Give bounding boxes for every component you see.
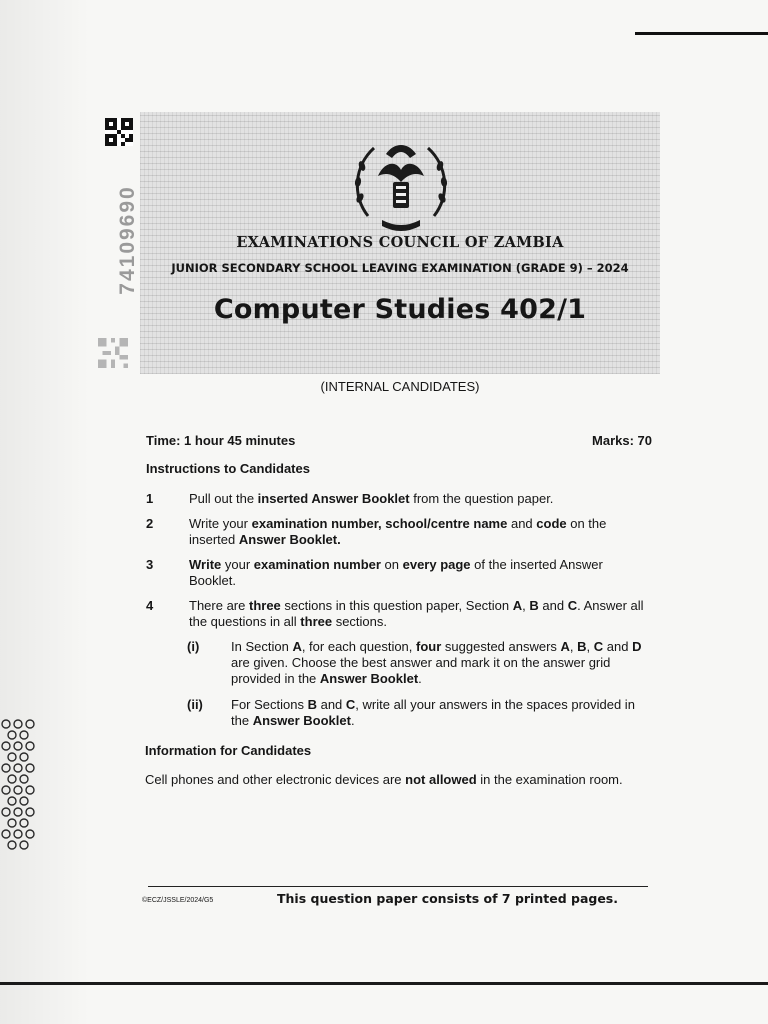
text-run: , <box>586 639 594 654</box>
bold-text-run: B <box>307 697 317 712</box>
bold-text-run: three <box>248 598 281 613</box>
bold-text-run: Answer Booklet. <box>238 532 341 547</box>
text-run: suggested answers <box>441 639 561 654</box>
exam-duration: Time: 1 hour 45 minutes <box>146 433 296 448</box>
text-run: from the question paper. <box>409 491 554 506</box>
council-name: EXAMINATIONS COUNCIL OF ZAMBIA <box>236 234 564 251</box>
candidate-type: (INTERNAL CANDIDATES) <box>320 379 480 394</box>
bold-text-run: C <box>567 598 578 613</box>
bold-text-run: inserted Answer Booklet <box>257 491 410 506</box>
bold-text-run: Answer Booklet <box>252 713 351 728</box>
instruction-number: 1 <box>146 491 154 506</box>
text-run: In Section <box>231 639 293 654</box>
text-run: your <box>221 557 254 572</box>
qr-code-icon <box>105 118 133 146</box>
bold-text-run: every page <box>402 557 471 572</box>
bold-text-run: A <box>560 639 570 654</box>
bold-text-run: D <box>632 639 642 654</box>
instruction-text <box>189 516 649 548</box>
instruction-text <box>189 598 649 630</box>
bold-text-run: B <box>529 598 539 613</box>
information-text <box>145 772 665 788</box>
text-run: , <box>522 598 530 613</box>
bold-text-run: C <box>345 697 356 712</box>
bold-text-run: three <box>300 614 333 629</box>
instruction-number: 3 <box>146 557 154 572</box>
sub-instruction-text <box>231 697 651 729</box>
barcode-icon <box>98 338 128 368</box>
subject-title: Computer Studies 402/1 <box>213 294 587 325</box>
bold-text-run: Answer Booklet <box>319 671 419 686</box>
bold-text-run: A <box>292 639 302 654</box>
text-run: . Answer all the questions in all <box>189 598 644 629</box>
text-run: For Sections <box>231 697 308 712</box>
text-run: and <box>316 697 346 712</box>
text-run: , write all your answers in the spaces provided in the <box>231 697 635 728</box>
bold-text-run: examination number <box>253 557 381 572</box>
serial-number: 74109690 <box>116 185 139 295</box>
text-run: , for each question, <box>301 639 417 654</box>
scan-edge-bottom <box>0 982 768 985</box>
sub-instruction-number: (i) <box>187 639 200 654</box>
instruction-number: 2 <box>146 516 154 531</box>
text-run: , <box>569 639 578 654</box>
footer-rule <box>148 886 648 887</box>
text-run: Pull out the <box>189 491 258 506</box>
bold-text-run: B <box>577 639 587 654</box>
bold-text-run: A <box>512 598 523 613</box>
text-run: are given. Choose the best answer and mark it on the answer grid provided in the <box>231 655 611 686</box>
text-run: on the inserted <box>189 516 607 547</box>
bold-text-run: examination number, school/centre name <box>251 516 508 531</box>
text-run: sections. <box>332 614 388 629</box>
scan-edge-top <box>635 32 768 35</box>
instruction-number: 4 <box>146 598 154 613</box>
sub-instruction-text <box>231 639 651 687</box>
scan-shadow <box>0 0 90 1024</box>
text-run: Write your <box>189 516 252 531</box>
information-heading: Information for Candidates <box>145 743 312 758</box>
sub-instruction-number: (ii) <box>187 697 203 712</box>
text-run: on <box>380 557 403 572</box>
bold-text-run: Write <box>189 557 222 572</box>
page-count-note: This question paper consists of 7 printed pages. <box>277 891 618 906</box>
text-run: . <box>350 713 355 728</box>
bold-text-run: four <box>416 639 442 654</box>
instructions-heading: Instructions to Candidates <box>146 461 310 476</box>
text-run: There are <box>189 598 249 613</box>
bold-text-run: code <box>536 516 567 531</box>
exam-title: JUNIOR SECONDARY SCHOOL LEAVING EXAMINATION (GRADE 9) – 2024 <box>171 261 629 275</box>
text-run: sections in this question paper, Section <box>280 598 513 613</box>
text-run: in the examination room. <box>476 772 623 787</box>
bold-text-run: C <box>593 639 604 654</box>
instruction-text <box>189 491 649 507</box>
text-run: of the inserted Answer Booklet. <box>189 557 603 588</box>
instruction-text <box>189 557 649 589</box>
text-run: and <box>603 639 633 654</box>
bold-text-run: not allowed <box>405 772 477 787</box>
text-run: . <box>418 671 422 686</box>
footer-code: ©ECZ/JSSLE/2024/G5 <box>142 897 214 904</box>
text-run: and <box>538 598 568 613</box>
text-run: Cell phones and other electronic devices are <box>145 772 406 787</box>
total-marks: Marks: 70 <box>592 433 652 448</box>
security-pattern-icon <box>0 718 36 856</box>
coat-of-arms-icon <box>348 136 454 240</box>
text-run: and <box>507 516 537 531</box>
